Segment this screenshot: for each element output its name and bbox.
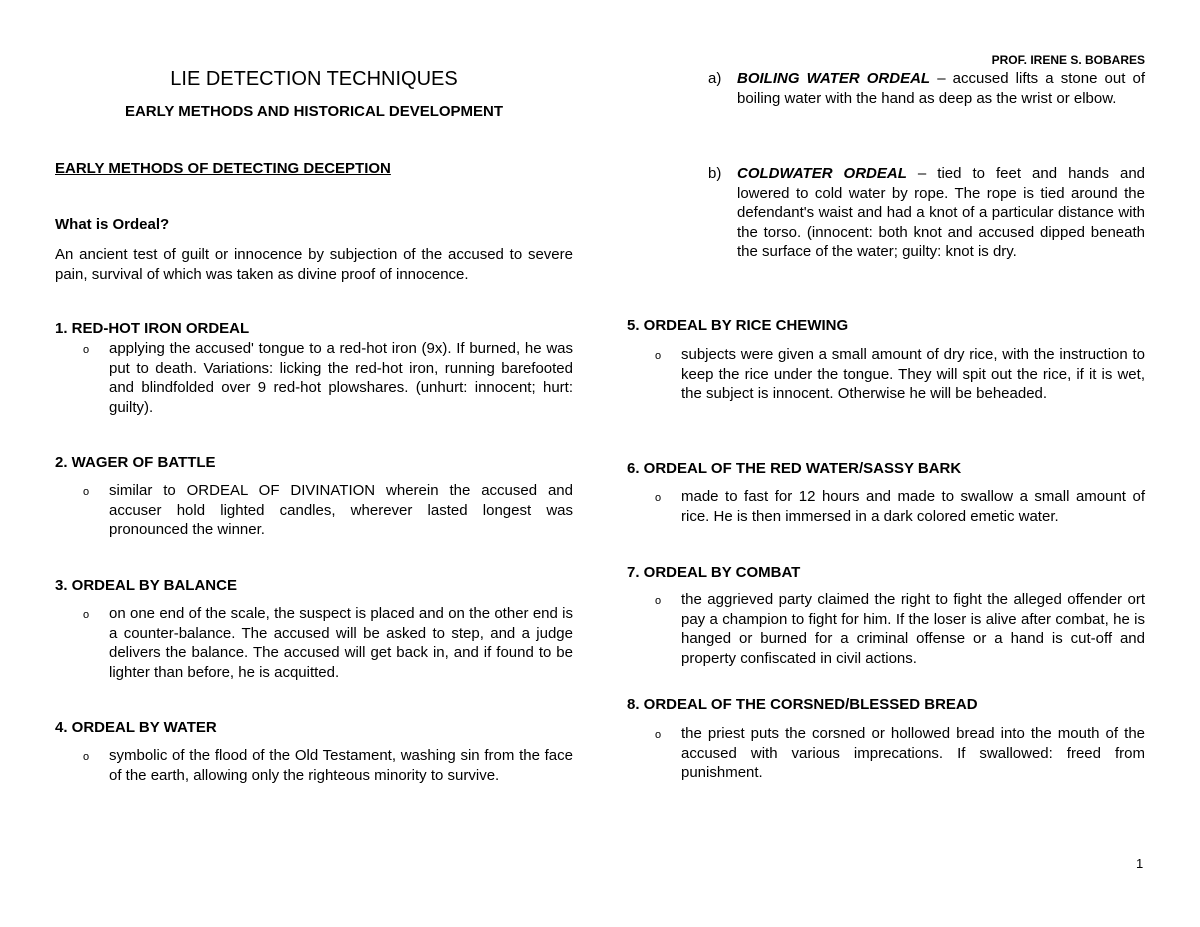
bullet-icon: o xyxy=(655,492,662,504)
item-heading-rice-chewing: 5. ORDEAL BY RICE CHEWING xyxy=(627,317,849,334)
subitem-content xyxy=(737,69,1145,108)
list-item xyxy=(655,487,1145,526)
subitem-name: COLDWATER ORDEAL xyxy=(737,165,907,182)
water-subitem-boiling xyxy=(708,69,1145,108)
bullet-icon: o xyxy=(83,751,90,763)
item-description: the priest puts the corsned or hollowed bread into the mouth of the accused with various imprecations. If swallowed: freed from punishment. xyxy=(681,725,1145,781)
subitem-label: b) xyxy=(708,165,722,182)
list-item xyxy=(83,339,573,417)
list-item xyxy=(83,604,573,682)
item-heading-ordeal-by-combat: 7. ORDEAL BY COMBAT xyxy=(627,564,801,581)
item-heading-ordeal-by-balance: 3. ORDEAL BY BALANCE xyxy=(55,577,237,594)
page-number: 1 xyxy=(1136,856,1144,871)
item-description: the aggrieved party claimed the right to fight the alleged offender ort pay a champion to fight for him. If the loser is alive after combat, he is hanged or burned for a criminal offense or a hand is cut-off and property confiscated in civil actions. xyxy=(681,591,1145,667)
list-item xyxy=(655,590,1145,668)
item-heading-corsned-blessed-bread: 8. ORDEAL OF THE CORSNED/BLESSED BREAD xyxy=(627,696,978,713)
author-header: PROF. IRENE S. BOBARES xyxy=(991,53,1145,67)
water-subitem-coldwater xyxy=(708,164,1145,262)
list-item xyxy=(83,746,573,785)
list-item xyxy=(83,481,573,540)
bullet-icon: o xyxy=(83,609,90,621)
document-title: LIE DETECTION TECHNIQUES xyxy=(170,68,458,90)
subitem-label: a) xyxy=(708,70,722,87)
item-heading-ordeal-by-water: 4. ORDEAL BY WATER xyxy=(55,719,217,736)
subitem-text: – accused lifts a stone out of boiling water with the hand as deep as the wrist or elbow. xyxy=(737,70,1145,107)
document-subtitle: EARLY METHODS AND HISTORICAL DEVELOPMENT xyxy=(124,103,504,120)
item-heading-red-hot-iron: 1. RED-HOT IRON ORDEAL xyxy=(55,320,250,337)
item-description: made to fast for 12 hours and made to swallow a small amount of rice. He is then immersed in a dark colored emetic water. xyxy=(681,488,1145,525)
item-description: similar to ORDEAL OF DIVINATION wherein the accused and accuser hold lighted candles, wherever lasted longest was pronounced the winner. xyxy=(109,482,573,538)
bullet-icon: o xyxy=(655,595,662,607)
item-heading-red-water-sassy-bark: 6. ORDEAL OF THE RED WATER/SASSY BARK xyxy=(627,460,962,477)
item-description: subjects were given a small amount of dry rice, with the instruction to keep the rice under the tongue. They will spit out the rice, if it is wet, the subject is innocent. Otherwise he will be beheaded. xyxy=(681,346,1145,402)
bullet-icon: o xyxy=(83,486,90,498)
item-heading-wager-of-battle: 2. WAGER OF BATTLE xyxy=(55,454,216,471)
ordeal-question-heading: What is Ordeal? xyxy=(55,216,170,233)
item-description: on one end of the scale, the suspect is placed and on the other end is a counter-balance. The accused will be asked to step, and a judge delivers the balance. The accused will get back in, and if found to be lighter than before, he is acquitted. xyxy=(109,605,573,681)
ordeal-definition: An ancient test of guilt or innocence by subjection of the accused to severe pain, survival of which was taken as divine proof of innocence. xyxy=(55,246,573,283)
item-description: symbolic of the flood of the Old Testament, washing sin from the face of the earth, allowing only the righteous minority to survive. xyxy=(109,747,573,784)
subitem-name: BOILING WATER ORDEAL xyxy=(737,70,931,87)
subitem-text: – tied to feet and hands and lowered to cold water by rope. The rope is tied around the defendant's waist and had a knot of a particular distance with the torso. (innocent: both knot and accused dipped beneath the surface of the water; guilty: knot is dry. xyxy=(737,165,1146,260)
bullet-icon: o xyxy=(655,350,662,362)
list-item xyxy=(655,345,1145,404)
bullet-icon: o xyxy=(83,344,90,356)
section-heading: EARLY METHODS OF DETECTING DECEPTION xyxy=(55,160,391,177)
list-item xyxy=(655,724,1145,783)
subitem-content xyxy=(737,164,1145,262)
item-description: applying the accused' tongue to a red-hot iron (9x). If burned, he was put to death. Variations: licking the red-hot iron, running barefooted and blindfolded over 9 red-hot plowshares. (unhurt: innocent; hurt: guilty). xyxy=(109,340,573,416)
bullet-icon: o xyxy=(655,729,662,741)
